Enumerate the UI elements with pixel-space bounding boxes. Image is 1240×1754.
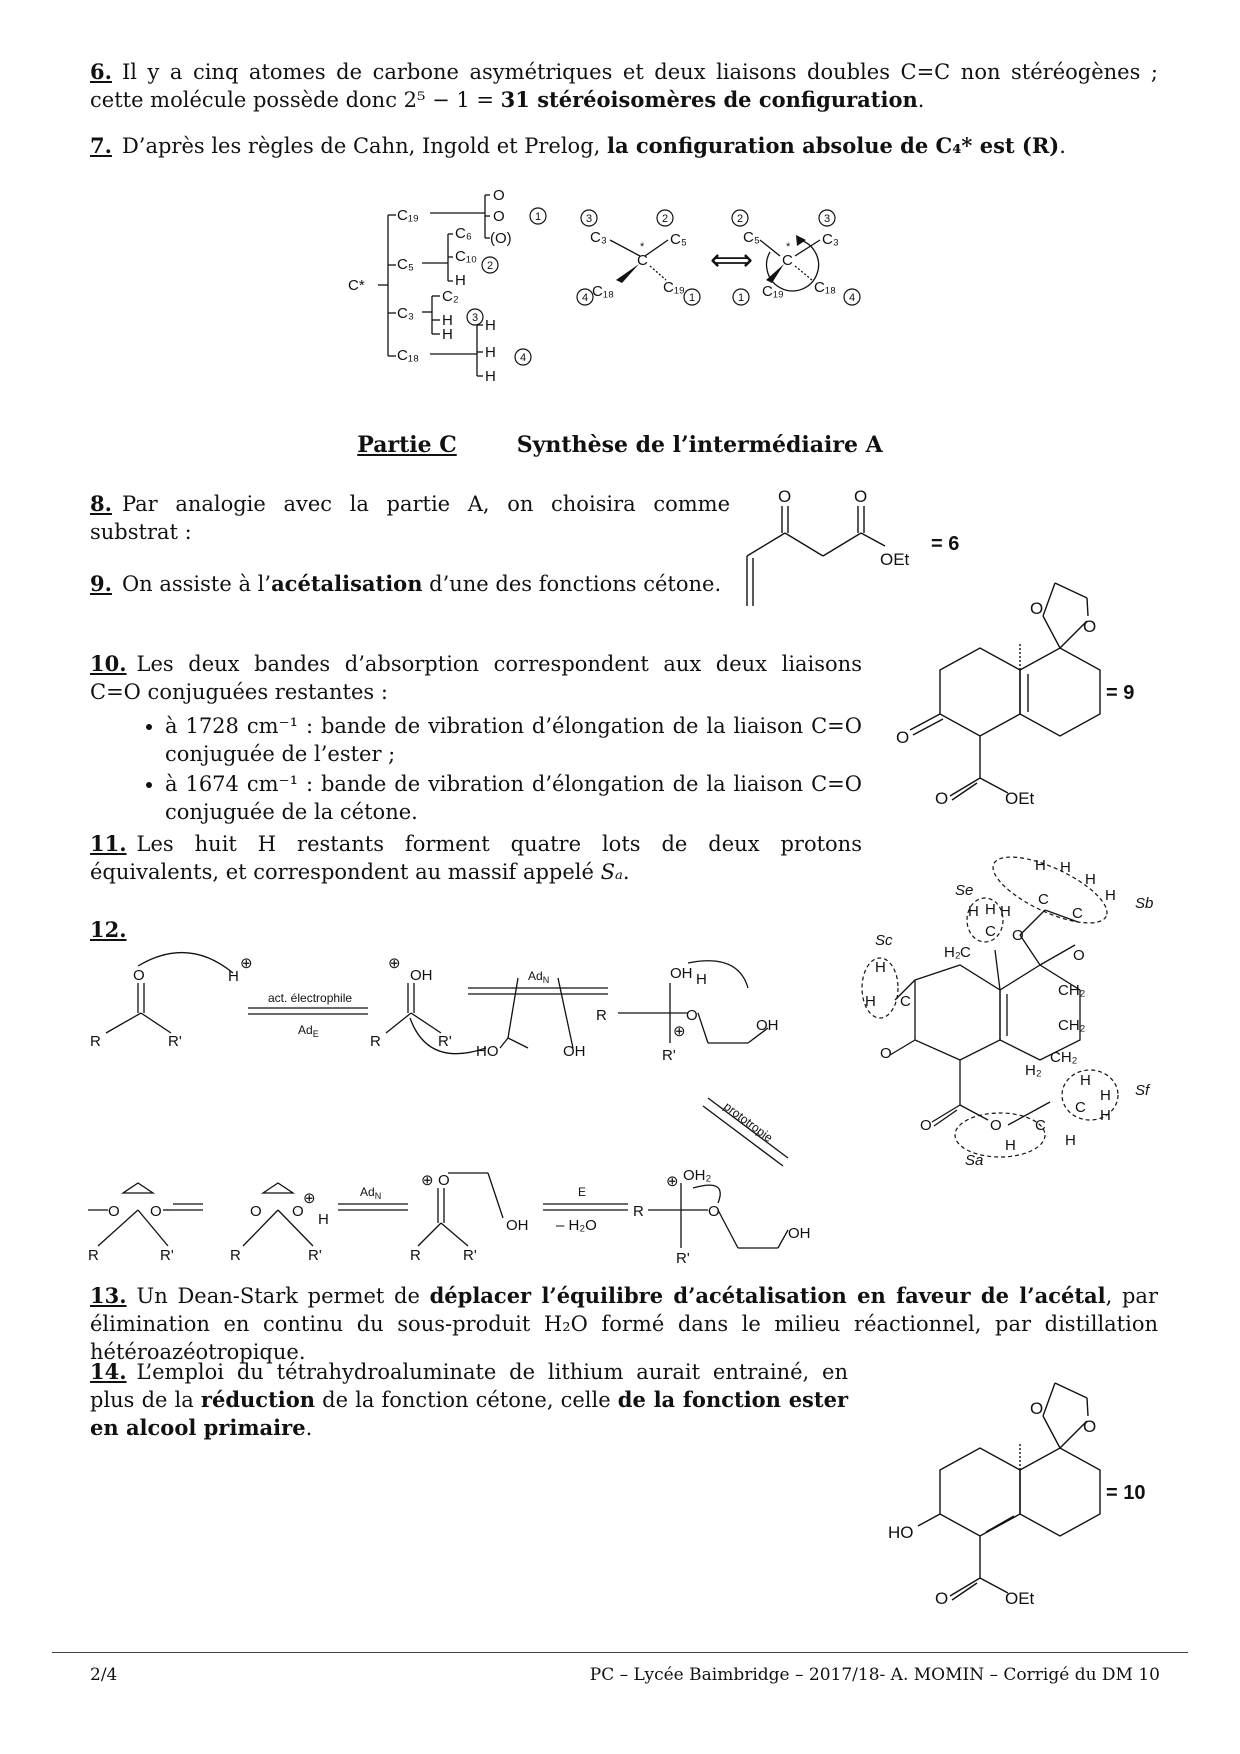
tree-c3-h1: H bbox=[442, 312, 453, 329]
q10-number: 10. bbox=[90, 651, 127, 676]
tree-c18-h3: H bbox=[485, 368, 496, 385]
mech-r1b-r: R bbox=[370, 1033, 381, 1050]
q8-text: Par analogie avec la partie A, on choisira comme substrat : bbox=[90, 492, 730, 544]
newman-left-star: * bbox=[640, 241, 645, 253]
tree-c18-h1: H bbox=[485, 317, 496, 334]
tree-c19: C₁₉ bbox=[397, 207, 419, 224]
mech-acetal-o1: O bbox=[108, 1203, 120, 1220]
nmr-c-a: C bbox=[1035, 1117, 1046, 1134]
mol9-acetal-o1: O bbox=[1030, 599, 1044, 618]
nmr-label-sb: Sb bbox=[1135, 895, 1154, 912]
equiv-arrow: ⟺ bbox=[710, 244, 754, 277]
question-8 bbox=[90, 490, 730, 546]
question-11: 11. Les huit H restants forment quatre lots de deux protons équivalents, et correspondent au massif appelé Sₐ. bbox=[90, 831, 862, 884]
mech-diol-oh: OH bbox=[563, 1043, 586, 1060]
mol6-ester-o: O bbox=[854, 487, 868, 506]
tree-o1: O bbox=[493, 187, 505, 204]
nmr-label-sf: Sf bbox=[1135, 1082, 1150, 1099]
mol10-ester-o: O bbox=[935, 1589, 949, 1608]
molecule-9 bbox=[880, 578, 1180, 813]
mech-adn-2: $Ad_N$ bbox=[360, 1185, 382, 1201]
tree-c18: C₁₈ bbox=[397, 347, 420, 364]
mech-oh2-r: R bbox=[633, 1203, 644, 1220]
newman-right-star: * bbox=[786, 241, 791, 253]
mech-oxo-oh: OH bbox=[506, 1217, 529, 1234]
mech-prototropy: prototropie bbox=[721, 1099, 776, 1145]
question-6: 6. Il y a cinq atomes de carbone asymétriques et deux liaisons doubles C=C non stéréogènes ; cette molécule possède donc 2⁵ − 1 = 31 stéréoisomères de configuration. bbox=[90, 59, 1158, 112]
newman-left-c19: C₁₉ bbox=[663, 279, 685, 296]
mech-adn-1: $Ad_N$ bbox=[528, 969, 550, 985]
mech-r1-oh: OH bbox=[410, 967, 433, 984]
mol9-label: = 9 bbox=[1106, 682, 1135, 704]
question-13: 13. Un Dean-Stark permet de déplacer l’équilibre d’acétalisation en faveur de l’acétal, par élimination en continu du sous-produit H₂O formé dans le milieu réactionnel, par distillation hétéroazéotropique. bbox=[90, 1283, 1158, 1364]
nmr-h-e3: H bbox=[1000, 903, 1011, 920]
mech-ox-plus: ⊕ bbox=[303, 1190, 316, 1207]
acetalization-mechanism bbox=[88, 948, 918, 1267]
mol9-acetal-o2: O bbox=[1083, 617, 1097, 636]
q11-number: 11. bbox=[90, 831, 127, 856]
newman-left-center: C bbox=[637, 252, 648, 269]
mech-oh2-ether-o: O bbox=[708, 1203, 720, 1220]
newman-right-rank4: 4 bbox=[848, 292, 856, 304]
mol6-label: = 6 bbox=[931, 533, 960, 555]
tree-c5-h: H bbox=[455, 272, 466, 289]
nmr-c-c: C bbox=[900, 993, 911, 1010]
mech-hemi-o: O bbox=[686, 1007, 698, 1024]
tree-c2: C₂ bbox=[442, 288, 459, 305]
wedge-left bbox=[616, 264, 639, 283]
tree-c5: C₅ bbox=[397, 256, 414, 273]
nmr-h2-bottom: H₂ bbox=[1025, 1062, 1042, 1079]
mech-r1-proton: H bbox=[228, 968, 239, 985]
mech-r1-r: R bbox=[90, 1033, 101, 1050]
newman-left-rank4: 4 bbox=[581, 292, 589, 304]
mol10-oet: OEt bbox=[1005, 1589, 1035, 1608]
q12-number: 12. bbox=[90, 917, 127, 942]
mech-hemi-h: H bbox=[696, 971, 707, 988]
q13-number: 13. bbox=[90, 1283, 127, 1308]
nmr-h-f3: H bbox=[1100, 1107, 1111, 1124]
mech-r1-rp: R' bbox=[168, 1033, 182, 1050]
newman-left-rank1: 1 bbox=[688, 292, 696, 304]
nmr-structure bbox=[860, 840, 1200, 1180]
tree-c18-h2: H bbox=[485, 344, 496, 361]
q10-bullet-1: • à 1728 cm⁻¹ : bande de vibration d’élongation de la liaison C=O conjuguée de l’ester ; bbox=[165, 712, 862, 768]
nmr-h-f2: H bbox=[1100, 1087, 1111, 1104]
question-12 bbox=[90, 916, 137, 944]
mech-hemi-r: R bbox=[596, 1007, 607, 1024]
tree-root: C* bbox=[348, 277, 365, 294]
mol9-ketone-o: O bbox=[896, 728, 910, 747]
section-label: Partie C bbox=[357, 432, 457, 458]
mech-acetal-r: R bbox=[88, 1247, 99, 1264]
q10-text: Les deux bandes d’absorption correspondent aux deux liaisons C=O conjuguées restantes : bbox=[90, 652, 862, 704]
rank-4: 4 bbox=[519, 352, 527, 364]
newman-right-rank2: 2 bbox=[736, 213, 744, 225]
rank-1: 1 bbox=[534, 211, 542, 223]
nmr-ch2-2: CH₂ bbox=[1058, 1017, 1086, 1034]
newman-left-rank2: 2 bbox=[661, 213, 669, 225]
newman-right-c5: C₅ bbox=[743, 229, 760, 246]
nmr-c-b1: C bbox=[1038, 891, 1049, 908]
nmr-c-b2: C bbox=[1072, 905, 1083, 922]
page-number: 2/4 bbox=[90, 1665, 118, 1685]
mech-hemi-plus: ⊕ bbox=[673, 1023, 686, 1040]
question-10 bbox=[90, 650, 862, 828]
newman-right-rank1: 1 bbox=[737, 292, 745, 304]
tree-o3: (O) bbox=[490, 230, 512, 247]
mol6-oet: OEt bbox=[880, 550, 910, 569]
mech-hemi-rp: R' bbox=[662, 1047, 676, 1064]
nmr-h2-top: H₂ bbox=[944, 944, 961, 961]
footer-credit: PC – Lycée Baimbridge – 2017/18- A. MOMIN – Corrigé du DM 10 bbox=[589, 1665, 1160, 1685]
question-14: 14. L’emploi du tétrahydroaluminate de lithium aurait entrainé, en plus de la réduction de la fonction cétone, celle de la fonction ester en alcool primaire. bbox=[90, 1359, 849, 1440]
q7-number: 7. bbox=[90, 133, 112, 158]
mech-ox-rp: R' bbox=[308, 1247, 322, 1264]
mech-r1-oh-plus: ⊕ bbox=[388, 955, 401, 972]
nmr-h-e2: H bbox=[985, 901, 996, 918]
molecule-10 bbox=[880, 1378, 1180, 1613]
nmr-h-a1: H bbox=[1005, 1137, 1016, 1154]
newman-right-c18: C₁₈ bbox=[814, 279, 837, 296]
mech-ox-h: H bbox=[318, 1211, 329, 1228]
mech-acetal-rp: R' bbox=[160, 1247, 174, 1264]
mol10-ho: HO bbox=[888, 1523, 914, 1542]
nmr-h-c2: H bbox=[865, 993, 876, 1010]
mol9-ester-o: O bbox=[935, 789, 949, 808]
mol10-acetal-o2: O bbox=[1083, 1417, 1097, 1436]
mech-oxo-rp: R' bbox=[463, 1247, 477, 1264]
nmr-c-f1: C bbox=[1075, 1099, 1086, 1116]
rank-3: 3 bbox=[471, 312, 479, 324]
q11-symbol: Sₐ bbox=[600, 860, 623, 884]
mech-ade: $Ad_E$ bbox=[298, 1023, 319, 1039]
mech-ox-o2: O bbox=[292, 1203, 304, 1220]
mech-minus-water: – H₂O bbox=[556, 1217, 597, 1234]
mech-oh2-rp: R' bbox=[676, 1250, 690, 1267]
nmr-h-b4: H bbox=[1105, 887, 1116, 904]
q9-number: 9. bbox=[90, 571, 112, 596]
newman-left-c5: C₅ bbox=[670, 231, 687, 248]
newman-left-c3: C₃ bbox=[590, 229, 607, 246]
tree-c3-h2: H bbox=[442, 326, 453, 343]
newman-right-c3: C₃ bbox=[822, 231, 839, 248]
nmr-label-se: Se bbox=[955, 882, 974, 899]
nmr-h-a2: H bbox=[1065, 1132, 1076, 1149]
mol9-oet: OEt bbox=[1005, 789, 1035, 808]
q14-number: 14. bbox=[90, 1359, 127, 1384]
nmr-ch2-3: CH₂ bbox=[1050, 1049, 1078, 1066]
nmr-h-b3: H bbox=[1085, 871, 1096, 888]
newman-left-rank3: 3 bbox=[585, 213, 593, 225]
newman-right-c19: C₁₉ bbox=[762, 283, 784, 300]
nmr-c-top: C bbox=[960, 944, 971, 961]
mech-r1-carbonyl-o: O bbox=[133, 967, 145, 984]
q10-bullets bbox=[90, 712, 862, 826]
mech-oh2-chain-oh: OH bbox=[788, 1225, 811, 1242]
nmr-label-sc: Sc bbox=[875, 932, 893, 949]
mech-ox-o1: O bbox=[250, 1203, 262, 1220]
mech-acetal-o2: O bbox=[150, 1203, 162, 1220]
q6-number: 6. bbox=[90, 59, 112, 84]
mech-oxo-o: O bbox=[438, 1172, 450, 1189]
mech-oxo-r: R bbox=[410, 1247, 421, 1264]
q8-number: 8. bbox=[90, 491, 112, 516]
mech-r1-plus: ⊕ bbox=[240, 955, 253, 972]
tree-o2: O bbox=[493, 208, 505, 225]
nmr-ester-o2: O bbox=[990, 1117, 1002, 1134]
tree-c6: C₆ bbox=[455, 225, 472, 242]
nmr-c-e: C bbox=[985, 923, 996, 940]
newman-right-rank3: 3 bbox=[823, 213, 831, 225]
tree-c10: C₁₀ bbox=[455, 248, 478, 265]
mech-hemi-oh: OH bbox=[670, 965, 693, 982]
section-title bbox=[0, 432, 1240, 458]
nmr-h-c1: H bbox=[875, 959, 886, 976]
cip-diagram bbox=[340, 180, 900, 390]
nmr-h-b1: H bbox=[1035, 857, 1046, 874]
mol6-ketone-o: O bbox=[778, 487, 792, 506]
rotation-arrowhead bbox=[796, 235, 806, 246]
mech-oh2: OH₂ bbox=[683, 1167, 712, 1184]
nmr-ch2-1: CH₂ bbox=[1058, 982, 1086, 999]
mol10-label: = 10 bbox=[1106, 1482, 1146, 1504]
mech-ox-r: R bbox=[230, 1247, 241, 1264]
nmr-h-f1: H bbox=[1080, 1072, 1091, 1089]
nmr-h-b2: H bbox=[1060, 859, 1071, 876]
nmr-o-1: O bbox=[1012, 927, 1024, 944]
question-7: 7. D’après les règles de Cahn, Ingold et Prelog, la configuration absolue de C₄* est (R). bbox=[90, 133, 1066, 158]
mech-diol-ho: HO bbox=[476, 1043, 499, 1060]
mech-r1b-rp: R' bbox=[438, 1033, 452, 1050]
nmr-ester-o1: O bbox=[920, 1117, 932, 1134]
question-9: 9. On assiste à l’acétalisation d’une des fonctions cétone. bbox=[90, 571, 722, 596]
tree-c3: C₃ bbox=[397, 305, 414, 322]
rank-2: 2 bbox=[486, 260, 494, 272]
mech-hemi-chain-oh: OH bbox=[756, 1017, 779, 1034]
section-heading: Synthèse de l’intermédiaire A bbox=[516, 432, 883, 458]
mol10-acetal-o1: O bbox=[1030, 1399, 1044, 1418]
newman-left-c18: C₁₈ bbox=[592, 283, 615, 300]
nmr-o-2: O bbox=[1073, 947, 1085, 964]
mech-oh2-plus: ⊕ bbox=[666, 1173, 679, 1190]
nmr-h-e1: H bbox=[968, 903, 979, 920]
mech-elimination: E bbox=[578, 1185, 587, 1199]
mech-act-electrophile: act. électrophile bbox=[268, 991, 353, 1005]
nmr-ketone-o: O bbox=[880, 1045, 892, 1062]
footer-rule bbox=[52, 1652, 1188, 1653]
nmr-label-sa: Sa bbox=[965, 1152, 984, 1169]
mech-oxo-plus: ⊕ bbox=[421, 1172, 434, 1189]
q10-bullet-2: • à 1674 cm⁻¹ : bande de vibration d’élongation de la liaison C=O conjuguée de la cétone. bbox=[165, 770, 862, 826]
newman-right-center: C bbox=[782, 252, 793, 269]
